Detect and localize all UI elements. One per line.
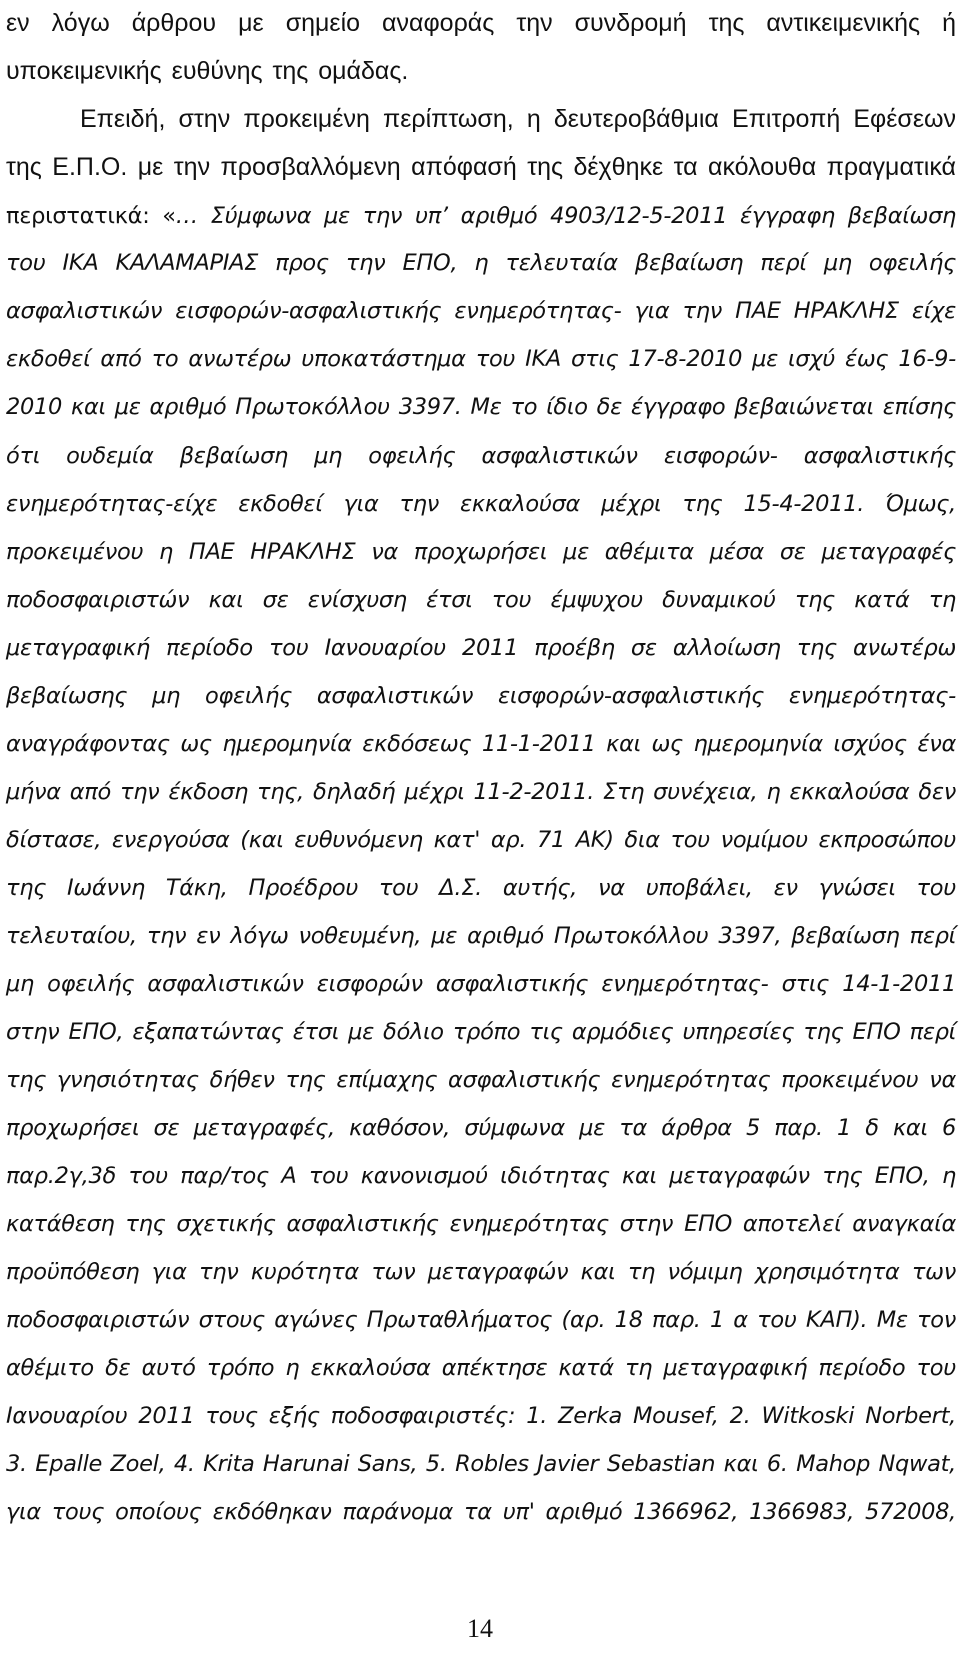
quoted-text-line: μεταγραφική περίοδο του Ιανουαρίου 2011 προέβη σε αλλοίωση της ανωτέρω (6, 635, 956, 661)
quoted-text-line: στην ΕΠΟ, εξαπατώντας έτσι με δόλιο τρόπο τις αρμόδιες υπηρεσίες της ΕΠΟ περί (6, 1019, 956, 1045)
quoted-text-line: 3. Epalle Zoel, 4. Krita Harunai Sans, 5. Robles Javier Sebastian και 6. Mahop Nqwat, (6, 1451, 956, 1477)
body-text-line: Επειδή, στην προκειμένη περίπτωση, η δευτεροβάθμια Επιτροπή Εφέσεων (80, 105, 956, 133)
quoted-text-line: προχωρήσει σε μεταγραφές, καθόσον, σύμφωνα με τα άρθρα 5 παρ. 1 δ και 6 (6, 1115, 956, 1141)
quoted-text-line: μη οφειλής ασφαλιστικών εισφορών ασφαλιστικής ενημερότητας- στις 14-1-2011 (6, 971, 956, 997)
quoted-text-line: της γνησιότητας δήθεν της επίμαχης ασφαλιστικής ενημερότητας προκειμένου να (6, 1067, 956, 1093)
body-text-line: εν λόγω άρθρου με σημείο αναφοράς την συνδρομή της αντικειμενικής ή (6, 9, 956, 37)
body-text-line: της Ε.Π.Ο. με την προσβαλλόμενη απόφασή της δέχθηκε τα ακόλουθα πραγματικά (6, 153, 956, 181)
quoted-text-line: ενημερότητας-είχε εκδοθεί για την εκκαλούσα μέχρι της 15-4-2011. Όμως, (6, 491, 956, 517)
quoted-text-line: βεβαίωσης μη οφειλής ασφαλιστικών εισφορών-ασφαλιστικής ενημερότητας- (6, 683, 956, 709)
body-text-line (6, 201, 956, 231)
quoted-text-line: για τους οποίους εκδόθηκαν παράνομα τα υπ' αριθμό 1366962, 1366983, 572008, (6, 1499, 956, 1525)
page-number: 14 (467, 1614, 493, 1643)
quoted-text-line: ποδοσφαιριστών και σε ενίσχυση έτσι του έμψυχου δυναμικού της κατά τη (6, 587, 956, 613)
quoted-text-line: ποδοσφαιριστών στους αγώνες Πρωταθλήματος (αρ. 18 παρ. 1 α του ΚΑΠ). Με τον (6, 1307, 956, 1333)
quoted-text-line: εκδοθεί από το ανωτέρω υποκατάστημα του ΙΚΑ στις 17-8-2010 με ισχύ έως 16-9- (6, 346, 956, 372)
quoted-text-line: της Ιωάννη Τάκη, Προέδρου του Δ.Σ. αυτής, να υποβάλει, εν γνώσει του (6, 875, 956, 901)
quoted-text-line: προκειμένου η ΠΑΕ ΗΡΑΚΛΗΣ να προχωρήσει με αθέμιτα μέσα σε μεταγραφές (6, 539, 956, 565)
quoted-text-line: ασφαλιστικών εισφορών-ασφαλιστικής ενημερότητας- για την ΠΑΕ ΗΡΑΚΛΗΣ είχε (6, 298, 956, 324)
quoted-text-line: ότι ουδεμία βεβαίωση μη οφειλής ασφαλιστικών εισφορών- ασφαλιστικής (6, 443, 956, 469)
quoted-text-line: αθέμιτο δε αυτό τρόπο η εκκαλούσα απέκτησε κατά τη μεταγραφική περίοδο του (6, 1355, 956, 1381)
quoted-text-line: μήνα από την έκδοση της, δηλαδή μέχρι 11-2-2011. Στη συνέχεια, η εκκαλούσα δεν (6, 779, 956, 805)
quoted-text-span: … Σύμφωνα με την υπ’ αριθμό 4903/12-5-2011 έγγραφη βεβαίωση (175, 203, 956, 229)
quoted-text-line: αναγράφοντας ως ημερομηνία εκδόσεως 11-1-2011 και ως ημερομηνία ισχύος ένα (6, 731, 956, 757)
quoted-text-line: 2010 και με αριθμό Πρωτοκόλλου 3397. Με το ίδιο δε έγγραφο βεβαιώνεται επίσης (6, 394, 956, 420)
body-text-span: περιστατικά: « (6, 203, 176, 229)
quoted-text-line: τελευταίου, την εν λόγω νοθευμένη, με αριθμό Πρωτοκόλλου 3397, βεβαίωση περί (6, 923, 956, 949)
quoted-text-line: κατάθεση της σχετικής ασφαλιστικής ενημερότητας στην ΕΠΟ αποτελεί αναγκαία (6, 1211, 956, 1237)
body-text-line: υποκειμενικής ευθύνης της ομάδας. (6, 57, 409, 85)
quoted-text-line: προϋπόθεση για την κυρότητα των μεταγραφών και τη νόμιμη χρησιμότητα των (6, 1259, 956, 1285)
quoted-text-line: Ιανουαρίου 2011 τους εξής ποδοσφαιριστές: 1. Zerka Mousef, 2. Witkoski Norbert, (6, 1403, 956, 1429)
quoted-text-line: παρ.2γ,3δ του παρ/τος Α του κανονισμού ιδιότητας και μεταγραφών της ΕΠΟ, η (6, 1163, 956, 1189)
quoted-text-line: του ΙΚΑ ΚΑΛΑΜΑΡΙΑΣ προς την ΕΠΟ, η τελευταία βεβαίωση περί μη οφειλής (6, 250, 956, 276)
quoted-text-line: δίστασε, ενεργούσα (και ευθυνόμενη κατ' αρ. 71 ΑΚ) δια του νομίμου εκπροσώπου (6, 827, 956, 853)
